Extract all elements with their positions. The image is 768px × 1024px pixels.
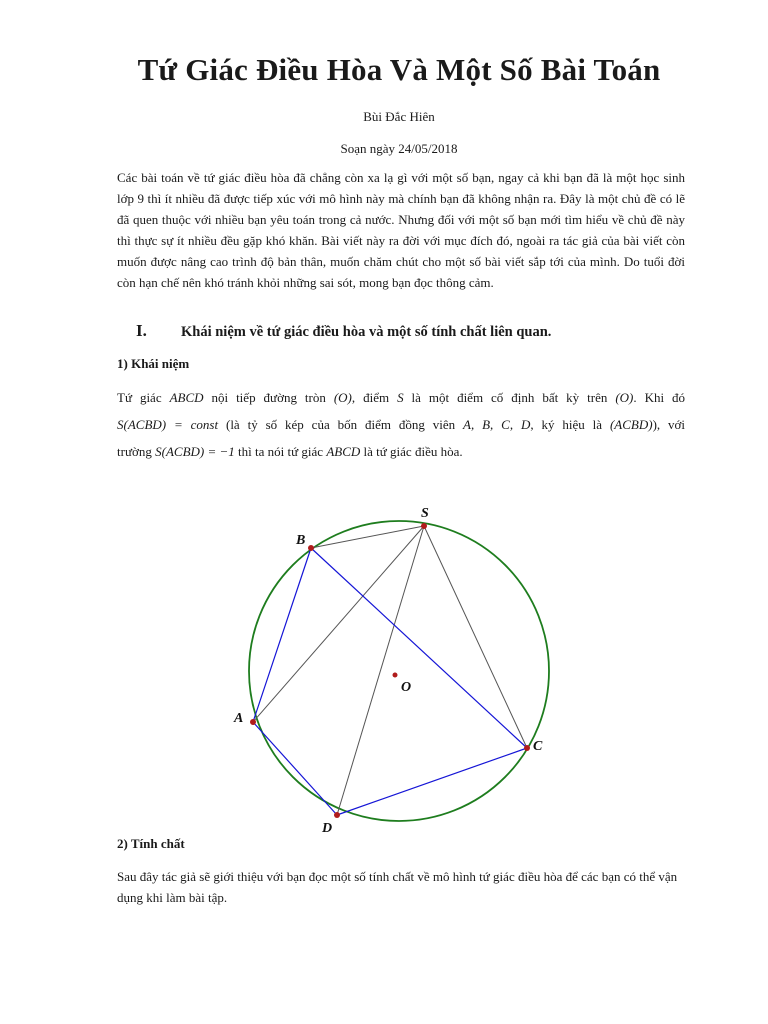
- segment-s-a: [253, 526, 424, 722]
- document-date: Soạn ngày 24/05/2018: [340, 141, 458, 156]
- diagonal-b-c: [311, 548, 527, 748]
- section-title: Khái niệm về tứ giác điều hòa và một số tính chất liên quan.: [181, 324, 552, 340]
- intro-paragraph: Các bài toán về tứ giác điều hòa đã chẳng còn xa lạ gì với một số bạn, ngay cả khi bạn đã là một học sinh lớp 9 thì ít nhiều đã được tiếp xúc với mô hình này mà chính bạn đã không nhận ra. Đây là một chủ đề có lẽ đã quen thuộc với nhiều bạn yêu toán trong cả nước. Nhưng đối với một số bạn mới tìm hiểu về chủ đề này thì thực sự ít nhiều đều gặp khó khăn. Bài viết này ra đời với mục đích đó, ngoài ra tác giả của bài viết còn muốn được nâng cao trình độ bản thân, muốn chăm chút cho một số bài viết sắp tới của mình. Do tuổi đời còn hạn chế nên khó tránh khỏi những sai sót, mong bạn đọc thông cảm.: [117, 170, 685, 290]
- def-math: S(ACBD) = const: [117, 417, 219, 432]
- label-c: C: [533, 739, 543, 754]
- def-math: A, B, C, D: [463, 417, 531, 432]
- subsection-properties-title: 2) Tính chất: [117, 836, 185, 851]
- point-s: [421, 523, 427, 529]
- point-a: [250, 719, 256, 725]
- document-title: Tứ Giác Điều Hòa Và Một Số Bài Toán: [137, 52, 661, 87]
- segment-s-c: [424, 526, 527, 748]
- def-text: (là tỷ số kép của bốn điểm đồng viên: [225, 417, 456, 432]
- def-text: trường: [117, 444, 152, 459]
- label-o: O: [401, 680, 412, 695]
- point-c: [524, 745, 530, 751]
- label-a: A: [234, 711, 244, 726]
- label-s: S: [421, 506, 429, 521]
- label-b: B: [296, 533, 306, 548]
- def-math: S(ACBD) = −1: [155, 444, 235, 459]
- def-math: (O): [615, 390, 634, 405]
- point-d: [334, 812, 340, 818]
- subsection-definition-title: 1) Khái niệm: [117, 356, 190, 371]
- side-c-d: [337, 748, 527, 815]
- def-math: S: [397, 390, 404, 405]
- point-b: [308, 545, 314, 551]
- def-text: là một điểm cố định bất kỳ trên: [411, 390, 608, 405]
- def-text: , ký hiệu là: [530, 417, 603, 432]
- def-math: ABCD: [169, 390, 204, 405]
- def-text: Tứ giác: [117, 390, 162, 405]
- def-text: là tứ giác điều hòa.: [363, 444, 463, 459]
- def-math: ABCD: [326, 444, 361, 459]
- circumcircle: [249, 521, 549, 821]
- author-name: Bùi Đắc Hiên: [363, 109, 435, 124]
- segment-s-d: [337, 526, 424, 815]
- def-text: nội tiếp đường tròn: [211, 390, 326, 405]
- properties-paragraph: Sau đây tác giả sẽ giới thiệu với bạn đọc một số tính chất về mô hình tứ giác điều hòa để các bạn có thể vận dụng khi làm bài tập.: [117, 869, 678, 905]
- def-math: (O): [333, 390, 352, 405]
- def-math: (ACBD): [609, 417, 653, 432]
- side-a-b: [253, 548, 311, 722]
- section-number: I.: [136, 321, 147, 340]
- def-text: ), với: [652, 417, 686, 432]
- label-d: D: [322, 821, 333, 836]
- def-text: , điểm: [351, 390, 390, 405]
- point-o: [393, 673, 398, 678]
- def-text: . Khi đó: [633, 390, 686, 405]
- def-text: thì ta nói tứ giác: [238, 444, 324, 459]
- side-d-a: [253, 722, 337, 815]
